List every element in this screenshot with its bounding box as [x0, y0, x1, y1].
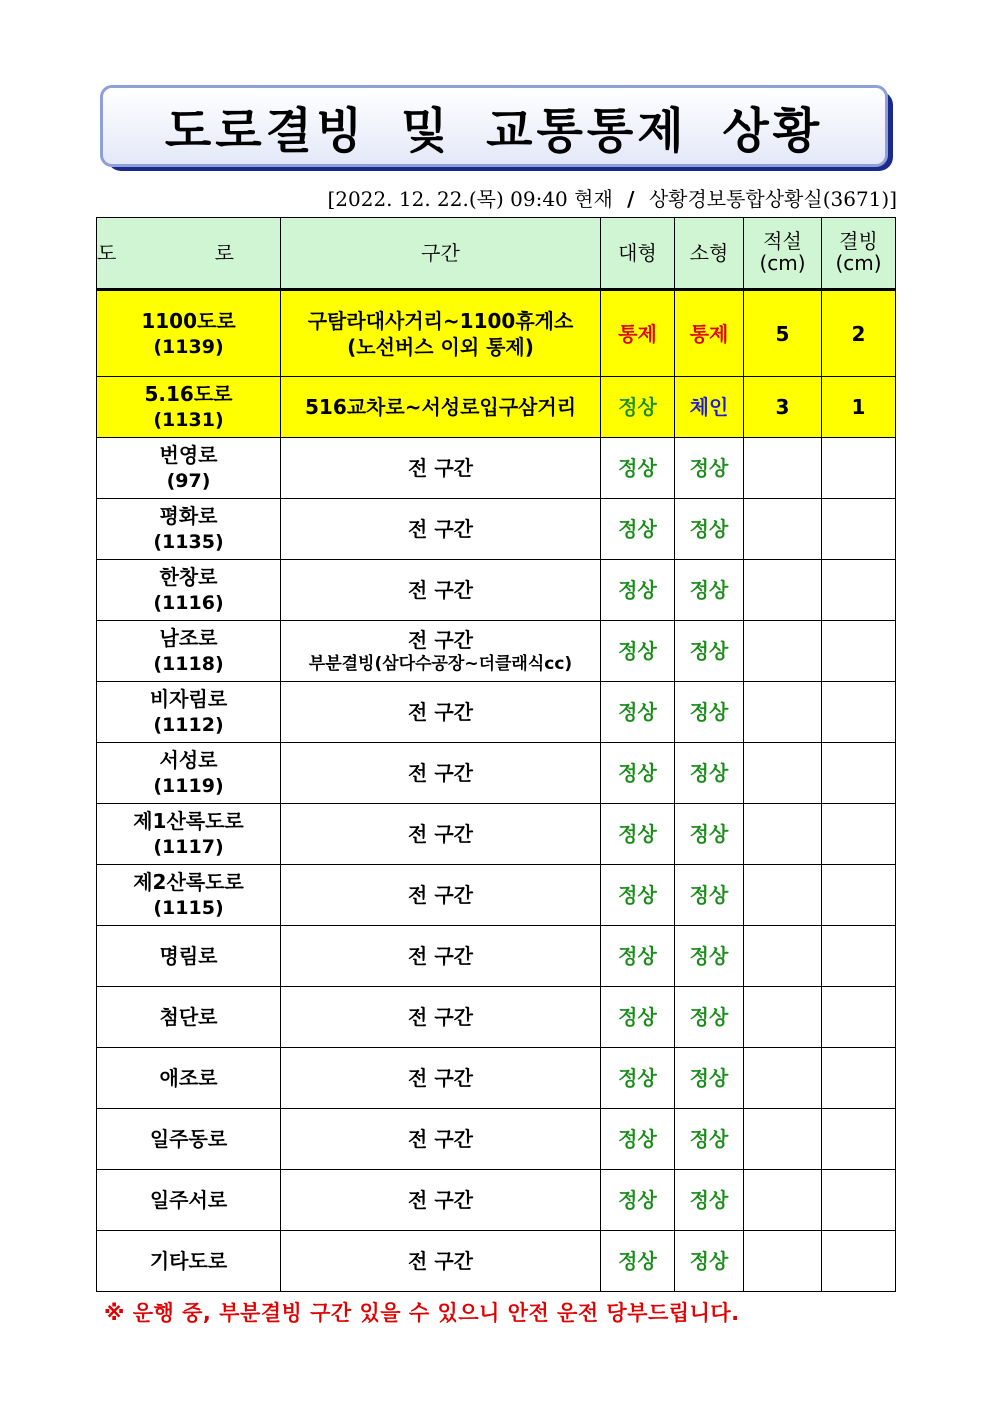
snow-depth-value	[744, 560, 822, 621]
large-vehicle-status: 정상	[601, 438, 675, 499]
section-text: 전 구간	[408, 456, 473, 480]
small-vehicle-status: 정상	[675, 1231, 744, 1292]
road-cell	[97, 1231, 281, 1292]
road-cell	[97, 621, 281, 682]
table-row	[97, 1231, 896, 1292]
section-cell	[281, 438, 601, 499]
small-vehicle-status: 정상	[675, 743, 744, 804]
snow-depth-value	[744, 621, 822, 682]
ice-depth-value	[822, 1170, 896, 1231]
table-row	[97, 804, 896, 865]
road-name: 서성로	[159, 748, 218, 772]
snow-depth-value: 5	[744, 290, 822, 377]
report-source: 상황경보통합상황실(3671)]	[648, 187, 897, 211]
large-vehicle-status: 정상	[601, 682, 675, 743]
section-text: 전 구간	[408, 1127, 473, 1151]
small-vehicle-status: 정상	[675, 1170, 744, 1231]
road-number: (1139)	[153, 335, 224, 358]
large-vehicle-status: 정상	[601, 499, 675, 560]
large-vehicle-status: 정상	[601, 926, 675, 987]
snow-depth-value	[744, 1170, 822, 1231]
small-vehicle-status: 체인	[675, 377, 744, 438]
page-title: 도로결빙 및 교통통제 상황	[100, 85, 888, 167]
road-cell	[97, 377, 281, 438]
section-cell	[281, 1170, 601, 1231]
small-vehicle-status: 정상	[675, 621, 744, 682]
small-vehicle-status: 정상	[675, 438, 744, 499]
road-number: (1116)	[153, 592, 224, 614]
road-name: 남조로	[159, 626, 218, 650]
snow-depth-value	[744, 682, 822, 743]
header-section: 구간	[281, 218, 601, 290]
road-name: 5.16도로	[144, 382, 233, 406]
table-row	[97, 290, 896, 377]
road-cell	[97, 1109, 281, 1170]
small-vehicle-status: 정상	[675, 499, 744, 560]
table-row	[97, 621, 896, 682]
snow-depth-value	[744, 865, 822, 926]
header-small-vehicle: 소형	[675, 218, 744, 290]
road-cell	[97, 926, 281, 987]
table-row	[97, 560, 896, 621]
road-name: 명림로	[159, 944, 218, 968]
road-cell	[97, 987, 281, 1048]
small-vehicle-status: 통제	[675, 290, 744, 377]
section-cell	[281, 290, 601, 377]
snow-depth-value	[744, 804, 822, 865]
section-cell	[281, 743, 601, 804]
road-name: 기타도로	[149, 1249, 228, 1273]
section-cell	[281, 621, 601, 682]
table-row	[97, 1048, 896, 1109]
section-text: 전 구간	[408, 944, 473, 968]
road-name: 평화로	[159, 504, 218, 528]
road-name: 한창로	[159, 565, 218, 589]
small-vehicle-status: 정상	[675, 1109, 744, 1170]
table-row	[97, 499, 896, 560]
road-name: 애조로	[159, 1066, 218, 1090]
table-row	[97, 438, 896, 499]
road-name: 1100도로	[141, 308, 236, 333]
table-row	[97, 377, 896, 438]
table-row	[97, 1109, 896, 1170]
road-cell	[97, 438, 281, 499]
section-text: 전 구간	[408, 883, 473, 907]
ice-depth-value: 1	[822, 377, 896, 438]
section-cell	[281, 377, 601, 438]
snow-depth-value	[744, 987, 822, 1048]
ice-depth-value	[822, 499, 896, 560]
large-vehicle-status: 정상	[601, 1048, 675, 1109]
section-cell	[281, 987, 601, 1048]
header-snow-depth: 적설 (cm)	[744, 218, 822, 290]
section-note: 부분결빙(삼다수공장~더클래식cc)	[308, 654, 573, 674]
section-text: 전 구간	[408, 700, 473, 724]
section-text: 전 구간	[408, 517, 473, 541]
table-row	[97, 682, 896, 743]
large-vehicle-status: 정상	[601, 1170, 675, 1231]
small-vehicle-status: 정상	[675, 987, 744, 1048]
small-vehicle-status: 정상	[675, 560, 744, 621]
section-text: 516교차로~서성로입구삼거리	[304, 395, 577, 419]
road-cell	[97, 560, 281, 621]
section-cell	[281, 560, 601, 621]
road-number: (97)	[166, 470, 211, 492]
table-row	[97, 926, 896, 987]
small-vehicle-status: 정상	[675, 926, 744, 987]
snow-depth-value	[744, 1231, 822, 1292]
road-status-table	[96, 217, 896, 1292]
road-number: (1115)	[153, 897, 224, 919]
snow-depth-value	[744, 499, 822, 560]
section-cell	[281, 1048, 601, 1109]
report-datetime: [2022. 12. 22.(목) 09:40 현재	[327, 187, 613, 211]
ice-depth-value	[822, 865, 896, 926]
road-cell	[97, 804, 281, 865]
road-name: 비자림로	[149, 687, 228, 711]
snow-depth-value	[744, 1109, 822, 1170]
section-text: 전 구간	[408, 1066, 473, 1090]
report-subtitle	[327, 183, 897, 212]
ice-depth-value	[822, 926, 896, 987]
large-vehicle-status: 정상	[601, 1231, 675, 1292]
ice-depth-value	[822, 743, 896, 804]
section-text: 전 구간	[408, 1249, 473, 1273]
section-text: 전 구간	[408, 578, 473, 602]
large-vehicle-status: 정상	[601, 1109, 675, 1170]
table-header-row	[97, 218, 896, 290]
ice-depth-value	[822, 1231, 896, 1292]
ice-depth-value	[822, 621, 896, 682]
road-number: (1112)	[153, 714, 224, 736]
section-cell	[281, 865, 601, 926]
header-road: 도 로	[97, 218, 281, 290]
section-cell	[281, 926, 601, 987]
table-row	[97, 743, 896, 804]
large-vehicle-status: 정상	[601, 804, 675, 865]
section-text: 전 구간	[408, 1188, 473, 1212]
road-cell	[97, 865, 281, 926]
table-row	[97, 1170, 896, 1231]
table-row	[97, 865, 896, 926]
large-vehicle-status: 정상	[601, 560, 675, 621]
section-text: 전 구간	[408, 761, 473, 785]
large-vehicle-status: 정상	[601, 987, 675, 1048]
large-vehicle-status: 정상	[601, 621, 675, 682]
large-vehicle-status: 정상	[601, 865, 675, 926]
road-cell	[97, 743, 281, 804]
section-text: 전 구간	[408, 628, 473, 652]
ice-depth-value	[822, 438, 896, 499]
section-cell	[281, 1231, 601, 1292]
header-large-vehicle: 대형	[601, 218, 675, 290]
section-cell	[281, 1109, 601, 1170]
snow-depth-value	[744, 743, 822, 804]
ice-depth-value: 2	[822, 290, 896, 377]
large-vehicle-status: 정상	[601, 743, 675, 804]
road-number: (1118)	[153, 653, 224, 675]
section-cell	[281, 682, 601, 743]
road-name: 제1산록도로	[133, 809, 244, 833]
ice-depth-value	[822, 987, 896, 1048]
road-cell	[97, 682, 281, 743]
small-vehicle-status: 정상	[675, 804, 744, 865]
ice-depth-value	[822, 682, 896, 743]
road-name: 첨단로	[159, 1005, 218, 1029]
snow-depth-value	[744, 926, 822, 987]
table-row	[97, 987, 896, 1048]
road-name: 제2산록도로	[133, 870, 244, 894]
road-cell	[97, 1170, 281, 1231]
road-name: 일주동로	[149, 1127, 228, 1151]
ice-depth-value	[822, 1048, 896, 1109]
road-number: (1119)	[153, 775, 224, 797]
snow-depth-value	[744, 438, 822, 499]
section-text: 구탐라대사거리~1100휴게소	[307, 308, 574, 333]
road-cell	[97, 290, 281, 377]
safety-notice: ※ 운행 중, 부분결빙 구간 있을 수 있으니 안전 운전 당부드립니다.	[104, 1301, 740, 1325]
section-cell	[281, 804, 601, 865]
section-text: 전 구간	[408, 1005, 473, 1029]
subtitle-separator: /	[627, 187, 635, 211]
large-vehicle-status: 통제	[601, 290, 675, 377]
snow-depth-value	[744, 1048, 822, 1109]
road-cell	[97, 1048, 281, 1109]
small-vehicle-status: 정상	[675, 1048, 744, 1109]
section-text: 전 구간	[408, 822, 473, 846]
ice-depth-value	[822, 804, 896, 865]
road-number: (1117)	[153, 836, 224, 858]
section-note: (노선버스 이외 통제)	[347, 334, 534, 359]
small-vehicle-status: 정상	[675, 682, 744, 743]
road-cell	[97, 499, 281, 560]
road-name: 일주서로	[149, 1188, 228, 1212]
small-vehicle-status: 정상	[675, 865, 744, 926]
ice-depth-value	[822, 560, 896, 621]
large-vehicle-status: 정상	[601, 377, 675, 438]
road-name: 번영로	[159, 443, 218, 467]
road-number: (1131)	[153, 409, 224, 431]
section-cell	[281, 499, 601, 560]
road-number: (1135)	[153, 531, 224, 553]
header-ice-depth: 결빙 (cm)	[822, 218, 896, 290]
snow-depth-value: 3	[744, 377, 822, 438]
ice-depth-value	[822, 1109, 896, 1170]
